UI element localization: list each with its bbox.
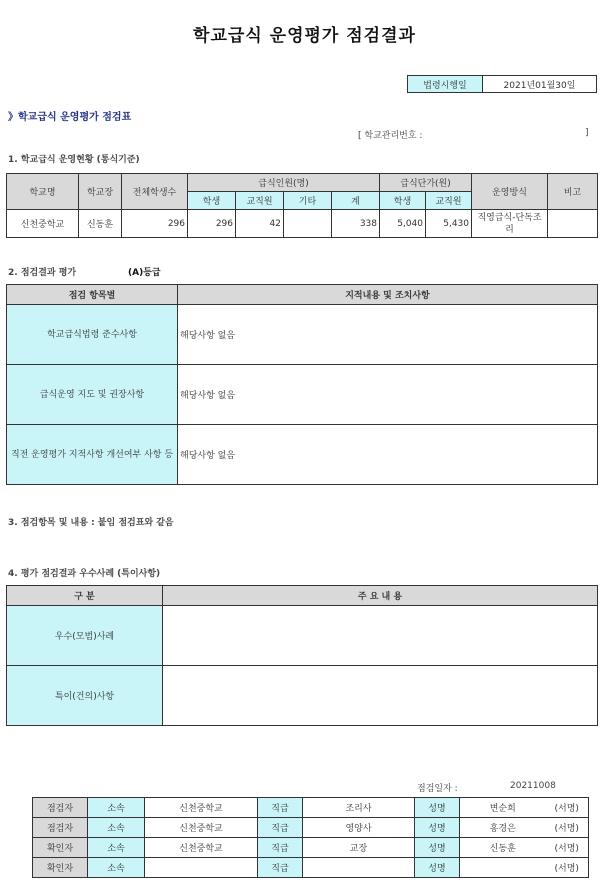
section4-heading: 4. 평가 점검결과 우수사례 (특이사항) bbox=[8, 569, 161, 579]
school-id-label: [ 학교관리번호 : bbox=[358, 131, 423, 141]
signer-affil: 신천중학교 bbox=[145, 818, 258, 838]
cell-price-staff: 5,430 bbox=[426, 210, 472, 238]
table-row bbox=[7, 305, 598, 365]
hdr-meal-people: 급식인원(명) bbox=[188, 174, 380, 192]
cell-student: 296 bbox=[188, 210, 236, 238]
hdr-total-students: 전체학생수 bbox=[122, 174, 188, 210]
cell-staff: 42 bbox=[236, 210, 284, 238]
table-row bbox=[33, 818, 589, 838]
signer-name bbox=[460, 858, 546, 878]
eval-col1: 점검 항목별 bbox=[7, 285, 178, 305]
table-row bbox=[7, 666, 598, 726]
signer-affil-label: 소속 bbox=[88, 798, 145, 818]
signer-rank-label: 직급 bbox=[258, 818, 303, 838]
hdr-price-student: 학생 bbox=[380, 192, 426, 210]
hdr-other: 기타 bbox=[284, 192, 332, 210]
eval-content: 해당사항 없음 bbox=[178, 305, 598, 365]
signer-name-label: 성명 bbox=[415, 818, 460, 838]
signer-sign: (서명) bbox=[546, 818, 589, 838]
cell-principal: 신동훈 bbox=[79, 210, 122, 238]
signer-rank-label: 직급 bbox=[258, 798, 303, 818]
bp-content bbox=[163, 606, 598, 666]
cell-method: 직영급식-단독조리 bbox=[472, 210, 548, 238]
signer-affil bbox=[145, 858, 258, 878]
signer-rank: 영양사 bbox=[303, 818, 415, 838]
eval-col2: 지적내용 및 조치사항 bbox=[178, 285, 598, 305]
signer-role: 점검자 bbox=[33, 818, 88, 838]
hdr-principal: 학교장 bbox=[79, 174, 122, 210]
inspection-date-label: 점검일자 : bbox=[417, 784, 458, 794]
eval-item: 학교급식법령 준수사항 bbox=[7, 305, 178, 365]
bp-item: 우수(모범)사례 bbox=[7, 606, 163, 666]
signer-rank: 교장 bbox=[303, 838, 415, 858]
status-table bbox=[6, 173, 598, 238]
law-date-label: 법령시행일 bbox=[408, 76, 483, 93]
signers-table bbox=[32, 797, 589, 878]
hdr-student: 학생 bbox=[188, 192, 236, 210]
signer-rank bbox=[303, 858, 415, 878]
cell-price-student: 5,040 bbox=[380, 210, 426, 238]
signer-name: 홍경은 bbox=[460, 818, 546, 838]
signer-sign: (서명) bbox=[546, 798, 589, 818]
grade: (A)등급 bbox=[128, 268, 161, 278]
table-row bbox=[7, 425, 598, 485]
table-row bbox=[33, 798, 589, 818]
signer-name: 변순희 bbox=[460, 798, 546, 818]
signer-name-label: 성명 bbox=[415, 858, 460, 878]
section1-heading: 1. 학교급식 운영현황 (통식기준) bbox=[8, 155, 140, 165]
bp-content bbox=[163, 666, 598, 726]
school-id-close: ] bbox=[585, 128, 589, 138]
signer-name-label: 성명 bbox=[415, 838, 460, 858]
cell-note bbox=[548, 210, 598, 238]
hdr-school: 학교명 bbox=[7, 174, 79, 210]
signer-rank-label: 직급 bbox=[258, 858, 303, 878]
hdr-unit-price: 급식단가(원) bbox=[380, 174, 472, 192]
signer-affil-label: 소속 bbox=[88, 858, 145, 878]
table-row bbox=[33, 858, 589, 878]
evaluation-table bbox=[6, 284, 598, 485]
signer-rank-label: 직급 bbox=[258, 838, 303, 858]
bp-col1: 구 분 bbox=[7, 586, 163, 606]
bp-col2: 주 요 내 용 bbox=[163, 586, 598, 606]
law-date-box bbox=[407, 75, 597, 93]
inspection-date-value: 20211008 bbox=[510, 781, 556, 791]
eval-content: 해당사항 없음 bbox=[178, 365, 598, 425]
best-practice-table bbox=[6, 585, 598, 726]
table-row bbox=[33, 838, 589, 858]
signer-affil: 신천중학교 bbox=[145, 838, 258, 858]
cell-total-students: 296 bbox=[122, 210, 188, 238]
page-title: 학교급식 운영평가 점검결과 bbox=[193, 26, 416, 46]
signer-role: 점검자 bbox=[33, 798, 88, 818]
eval-item: 직전 운영평가 지적사항 개선여부 사항 등 bbox=[7, 425, 178, 485]
signer-sign: (서명) bbox=[546, 838, 589, 858]
law-date-value: 2021년01월30일 bbox=[483, 76, 597, 93]
hdr-price-staff: 교직원 bbox=[426, 192, 472, 210]
signer-affil-label: 소속 bbox=[88, 838, 145, 858]
hdr-sum: 계 bbox=[332, 192, 380, 210]
table-row bbox=[7, 606, 598, 666]
signer-name-label: 성명 bbox=[415, 798, 460, 818]
signer-affil: 신천중학교 bbox=[145, 798, 258, 818]
cell-other bbox=[284, 210, 332, 238]
bp-item: 특이(건의)사항 bbox=[7, 666, 163, 726]
cell-sum: 338 bbox=[332, 210, 380, 238]
section3-heading: 3. 점검항목 및 내용 : 붙임 점검표와 같음 bbox=[8, 518, 174, 528]
signer-name: 신동훈 bbox=[460, 838, 546, 858]
hdr-note: 비고 bbox=[548, 174, 598, 210]
table-row bbox=[7, 210, 598, 238]
section2-heading: 2. 점검결과 평가 bbox=[8, 268, 77, 278]
hdr-staff: 교직원 bbox=[236, 192, 284, 210]
signer-role: 확인자 bbox=[33, 838, 88, 858]
cell-school: 신천중학교 bbox=[7, 210, 79, 238]
signer-affil-label: 소속 bbox=[88, 818, 145, 838]
hdr-method: 운영방식 bbox=[472, 174, 548, 210]
eval-content: 해당사항 없음 bbox=[178, 425, 598, 485]
eval-item: 급식운영 지도 및 권장사항 bbox=[7, 365, 178, 425]
signer-rank: 조리사 bbox=[303, 798, 415, 818]
signer-sign: (서명) bbox=[546, 858, 589, 878]
checklist-heading: 》학교급식 운영평가 점검표 bbox=[8, 112, 132, 123]
signer-role: 확인자 bbox=[33, 858, 88, 878]
table-row bbox=[7, 365, 598, 425]
